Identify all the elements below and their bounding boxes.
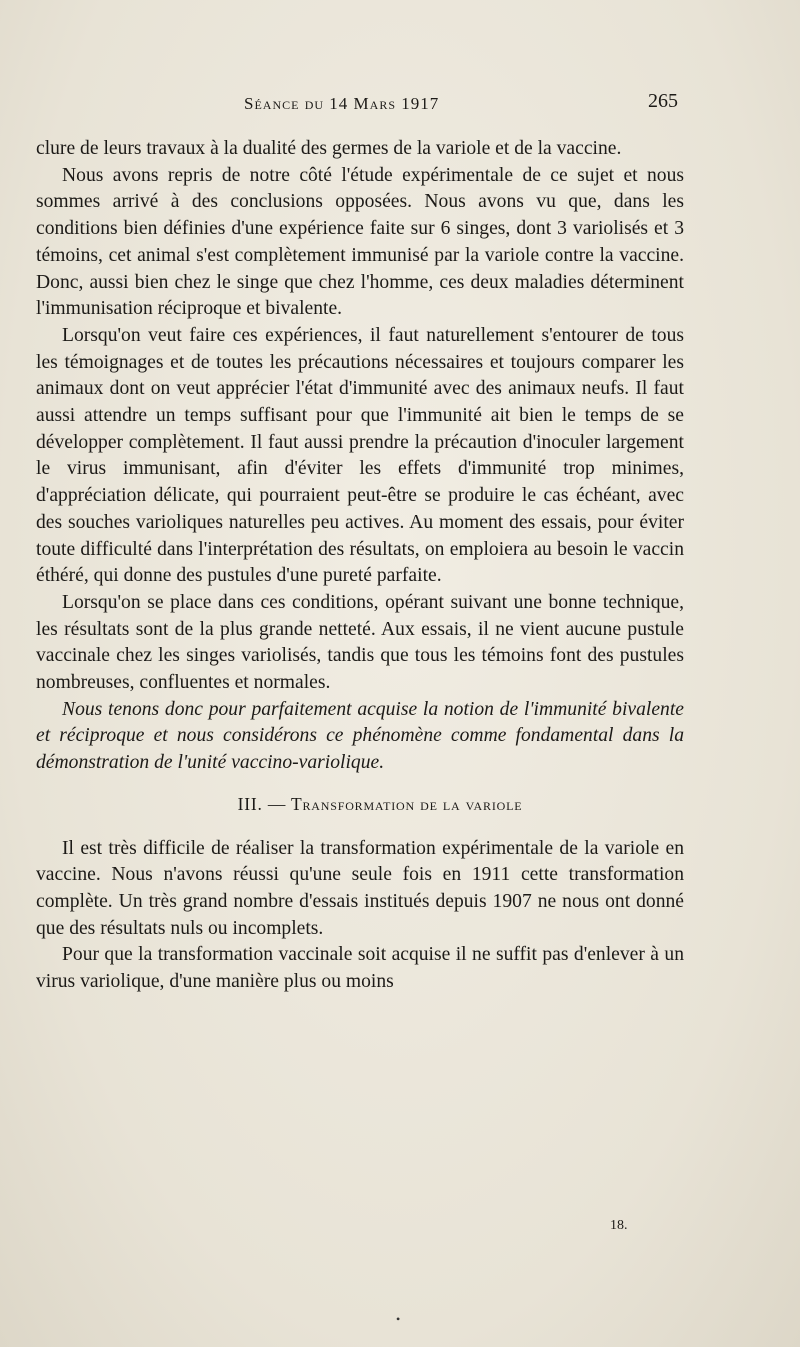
signature-mark: 18. [610,1218,628,1233]
body-text [36,136,684,996]
paragraph-7: Pour que la transformation vaccinale soit acquise il ne suffit pas d'enlever à un virus variolique, d'une manière plus ou moins [36,944,684,993]
page-number: 265 [648,90,678,112]
paragraph-4: Lorsqu'on se place dans ces conditions, opérant suivant une bonne technique, les résultats sont de la plus grande netteté. Aux essais, il ne vient aucune pustule vaccinale chez les singes variolisés, tandis que tous les témoins font des pustules nombreuses, confluentes et normales. [36,591,684,694]
paragraph-3: Lorsqu'on veut faire ces expériences, il faut naturellement s'entourer de tous les témoignages et de toutes les précautions nécessaires et toujours comparer les animaux dont on veut apprécier l'état d'immunité avec des animaux neufs. Il faut aussi attendre un temps suffisant pour que l'immunité ait bien le temps de se développer complètement. Il faut aussi prendre la précaution d'inoculer largement le virus immunisant, afin d'éviter les effets d'immunité trop minimes, d'appréciation délicate, qui pourraient peut-être se produire le cas échéant, avec des souches varioliques naturelles peu actives. Au moment des essais, pour éviter toute difficulté dans l'interprétation des résultats, on emploiera au besoin le vaccin éthéré, qui donne des pustules d'une pureté parfaite. [36,324,684,587]
section-heading: III. — Transformation de la variole [237,793,523,814]
paragraph-5-italic: Nous tenons donc pour parfaitement acquise la notion de l'immunité bivalente et réciproque et nous considérons ce phénomène comme fondamental dans la démonstration de l'unité vaccino-variolique. [36,698,684,774]
bottom-mark: • [396,1312,401,1326]
page-header [0,88,800,116]
running-title: Séance du 14 Mars 1917 [244,94,440,113]
paragraph-2: Nous avons repris de notre côté l'étude expérimentale de ce sujet et nous sommes arrivé à des conclusions opposées. Nous avons vu que, dans les conditions bien définies d'une expérience faite sur 6 singes, dont 3 variolisés et 3 témoins, cet animal s'est complètement immunisé par la variole contre la vaccine. Donc, aussi bien chez le singe que chez l'homme, ces deux maladies déterminent l'immunisation réciproque et bivalente. [36,164,684,320]
paragraph-6: Il est très difficile de réaliser la transformation expérimentale de la variole en vaccine. Nous n'avons réussi qu'une seule fois en 1911 cette transformation complète. Un très grand nombre d'essais institués depuis 1907 ne nous ont donné que des résultats nuls ou incomplets. [36,837,684,939]
paragraph-1: clure de leurs travaux à la dualité des germes de la variole et de la vaccine. [36,138,622,159]
